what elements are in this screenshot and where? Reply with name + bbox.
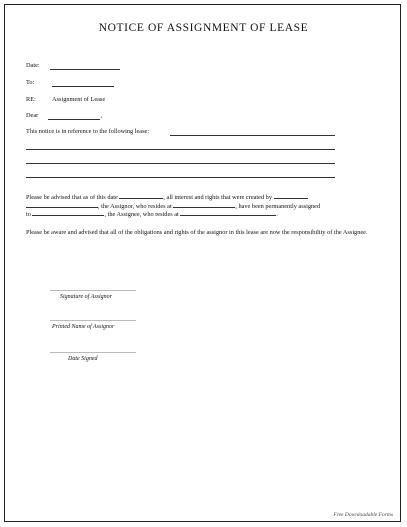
intro-text: This notice is in reference to the following lease: [26, 128, 150, 135]
assignment-text-1: Please be advised that as of this date [26, 194, 118, 201]
assignor-address-field[interactable] [173, 207, 235, 208]
lease-description-line-1[interactable] [26, 149, 335, 150]
obligations-paragraph: Please be aware and advised that all of the obligations and rights of the assignor in this lease are now the responsibility of the Assignee. [26, 229, 368, 236]
assignment-text-3: , the Assignor, who resides at [98, 202, 172, 210]
page-border [4, 4, 401, 522]
dear-label: Dear [26, 112, 39, 119]
printed-name-label: Printed Name of Assignor [52, 324, 115, 330]
assignor-name-field[interactable] [26, 207, 98, 208]
assignment-text-2: , all interest and rights that were created by [163, 194, 272, 201]
date-label: Date: [26, 62, 40, 69]
footer-text: Free Downloadable Forms [333, 512, 393, 518]
to-field[interactable] [52, 86, 114, 87]
assignment-text-6: , the Assignee, who resides at [104, 211, 179, 219]
date-signed-line[interactable] [50, 352, 136, 353]
lease-description-line-3[interactable] [26, 177, 335, 178]
assignment-text-5: to [26, 211, 31, 219]
assignment-text-4: , have been permanently assigned [235, 202, 321, 210]
signature-line[interactable] [50, 290, 136, 291]
printed-name-line[interactable] [50, 320, 136, 321]
effective-date-field[interactable] [119, 198, 163, 199]
to-label: To: [26, 79, 35, 86]
signature-label: Signature of Assignor [60, 294, 113, 300]
assignment-text-7: . [276, 211, 278, 219]
dear-field[interactable] [48, 119, 100, 120]
lease-creator-field[interactable] [274, 198, 308, 199]
re-label: RE: [26, 96, 36, 103]
lease-reference-field[interactable] [170, 135, 335, 136]
date-signed-label: Date Signed [68, 356, 98, 362]
dear-suffix: , [101, 112, 103, 119]
page-title: NOTICE OF ASSIGNMENT OF LEASE [98, 22, 309, 34]
lease-description-line-2[interactable] [26, 163, 335, 164]
assignee-address-field[interactable] [180, 215, 276, 216]
assignment-paragraph [26, 194, 386, 220]
assignee-name-field[interactable] [32, 215, 104, 216]
date-field[interactable] [50, 69, 120, 70]
re-value: Assignment of Lease [52, 96, 106, 103]
